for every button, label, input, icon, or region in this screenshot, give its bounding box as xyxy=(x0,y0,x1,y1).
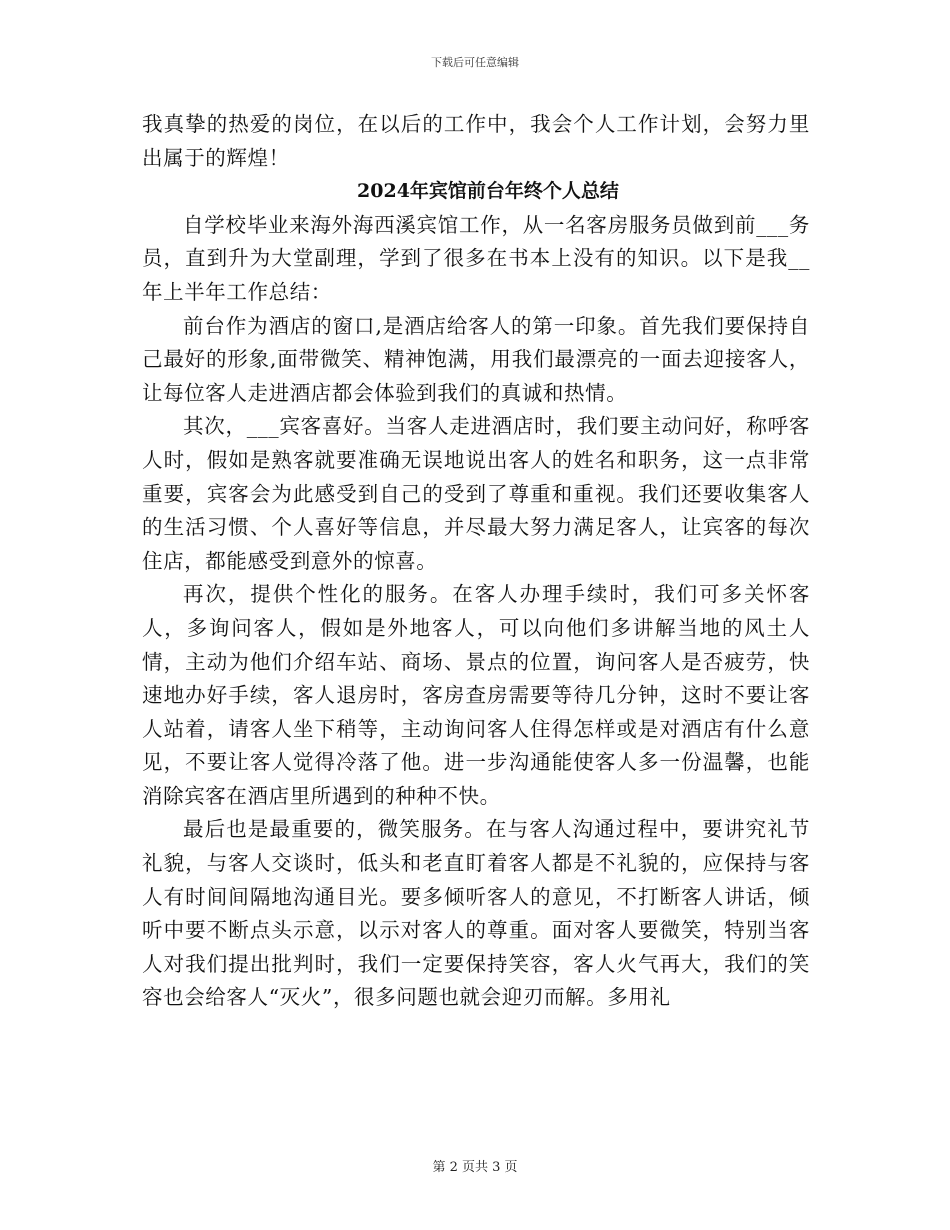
paragraph-3: 其次，___宾客喜好。当客人走进酒店时，我们要主动问好，称呼客人时，假如是熟客就要准确无误地说出客人的姓名和职务，这一点非常重要，宾客会为此感受到自己的受到了尊重和重视。我们还要收集客人的生活习惯、个人喜好等信息，并尽最大努力满足客人，让宾客的每次住店，都能感受到意外的惊喜。 xyxy=(142,414,810,573)
page-header: 下载后可任意编辑 xyxy=(431,56,519,69)
document-body xyxy=(142,108,810,1015)
paragraph-4: 再次，提供个性化的服务。在客人办理手续时，我们可多关怀客人，多询问客人，假如是外地客人，可以向他们多讲解当地的风土人情，主动为他们介绍车站、商场、景点的位置，询问客人是否疲劳，快速地办好手续，客人退房时，客房查房需要等待几分钟，这时不要让客人站着，请客人坐下稍等，主动询问客人住得怎样或是对酒店有什么意见，不要让客人觉得冷落了他。进一步沟通能使客人多一份温馨，也能消除宾客在酒店里所遇到的种种不快。 xyxy=(142,582,810,808)
paragraph-5: 最后也是最重要的，微笑服务。在与客人沟通过程中，要讲究礼节礼貌，与客人交谈时，低头和老直盯着客人都是不礼貌的，应保持与客人有时间间隔地沟通目光。要多倾听客人的意见，不打断客人讲话，倾听中要不断点头示意，以示对客人的尊重。面对客人要微笑，特别当客人对我们提出批判时，我们一定要保持笑容，客人火气再大，我们的笑容也会给客人“灭火”，很多问题也就会迎刃而解。多用礼 xyxy=(142,817,810,1010)
paragraph-1: 自学校毕业来海外海西溪宾馆工作，从一名客房服务员做到前___务员，直到升为大堂副理，学到了很多在书本上没有的知识。以下是我__年上半年工作总结： xyxy=(142,212,810,304)
page-footer: 第 2 页共 3 页 xyxy=(432,1160,518,1175)
intro-paragraph: 我真挚的热爱的岗位，在以后的工作中，我会个人工作计划，会努力里出属于的辉煌！ xyxy=(142,112,810,170)
document-title: 2024年宾馆前台年终个人总结 xyxy=(357,180,619,203)
paragraph-2: 前台作为酒店的窗口,是酒店给客人的第一印象。首先我们要保持自己最好的形象,面带微笑、精神饱满，用我们最漂亮的一面去迎接客人，让每位客人走进酒店都会体验到我们的真诚和热情。 xyxy=(142,313,810,405)
